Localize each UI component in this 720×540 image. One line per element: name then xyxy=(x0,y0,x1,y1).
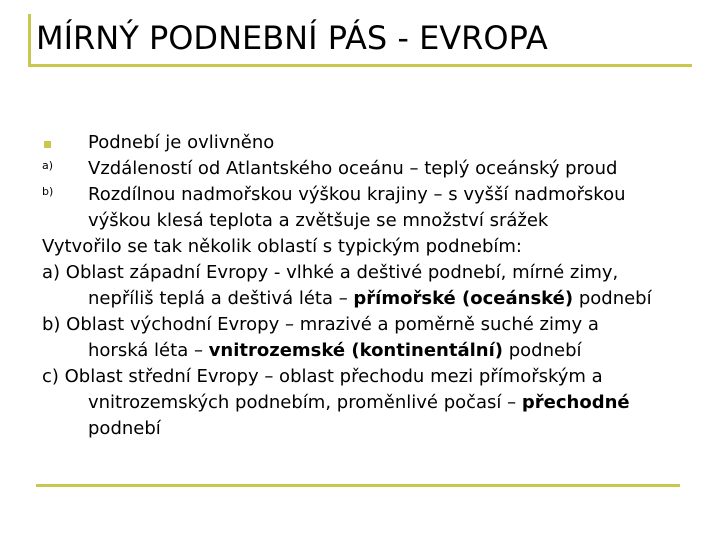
footer-accent-rule xyxy=(36,484,680,487)
region-central-line1 xyxy=(42,364,682,390)
region-west-line1 xyxy=(42,260,682,286)
sub-item-b-text-line2: výškou klesá teplota a zvětšuje se množství srážek xyxy=(88,210,549,231)
sub-item-a-text: Vzdáleností od Atlantského oceánu – teplý oceánský proud xyxy=(88,158,618,179)
region-east-climate-type: vnitrozemské (kontinentální) xyxy=(208,340,503,361)
region-west-text2-post: podnebí xyxy=(573,288,652,309)
intro-line xyxy=(42,234,682,260)
slide-body xyxy=(42,130,682,442)
sub-item-b-marker: b) xyxy=(42,185,54,198)
sub-item-b-text-line1: Rozdílnou nadmořskou výškou krajiny – s vyšší nadmořskou xyxy=(88,184,626,205)
region-central-line3 xyxy=(42,416,682,442)
region-west-climate-type: přímořské (oceánské) xyxy=(353,288,574,309)
title-accent-vertical-rule xyxy=(28,14,31,66)
region-central-text3: podnebí xyxy=(88,418,161,439)
region-east-text2-pre: horská léta – xyxy=(88,340,209,361)
intro-text: Vytvořilo se tak několik oblastí s typickým podnebím: xyxy=(42,236,522,257)
title-accent-horizontal-rule xyxy=(28,64,692,67)
region-central-climate-type: přechodné xyxy=(521,392,630,413)
sub-item-a-marker: a) xyxy=(42,159,54,172)
main-bullet-text: Podnebí je ovlivněno xyxy=(88,132,275,153)
region-west-text1: a) Oblast západní Evropy - vlhké a deštivé podnebí, mírné zimy, xyxy=(42,262,619,283)
main-bullet-item xyxy=(42,130,682,156)
region-east-text2-post: podnebí xyxy=(503,340,582,361)
sub-item-b xyxy=(42,182,682,208)
region-west-line2 xyxy=(42,286,682,312)
region-central-text1: c) Oblast střední Evropy – oblast přechodu mezi přímořským a xyxy=(42,366,603,387)
sub-item-a xyxy=(42,156,682,182)
region-central-text2-pre: vnitrozemských podnebím, proměnlivé počasí – xyxy=(88,392,522,413)
sub-item-b-continuation xyxy=(42,208,682,234)
region-east-line2 xyxy=(42,338,682,364)
region-east-text1: b) Oblast východní Evropy – mrazivé a poměrně suché zimy a xyxy=(42,314,599,335)
region-west-text2-pre: nepříliš teplá a deštivá léta – xyxy=(88,288,354,309)
slide-title: MÍRNÝ PODNEBNÍ PÁS - EVROPA xyxy=(36,19,548,57)
region-east-line1 xyxy=(42,312,682,338)
region-central-line2 xyxy=(42,390,682,416)
